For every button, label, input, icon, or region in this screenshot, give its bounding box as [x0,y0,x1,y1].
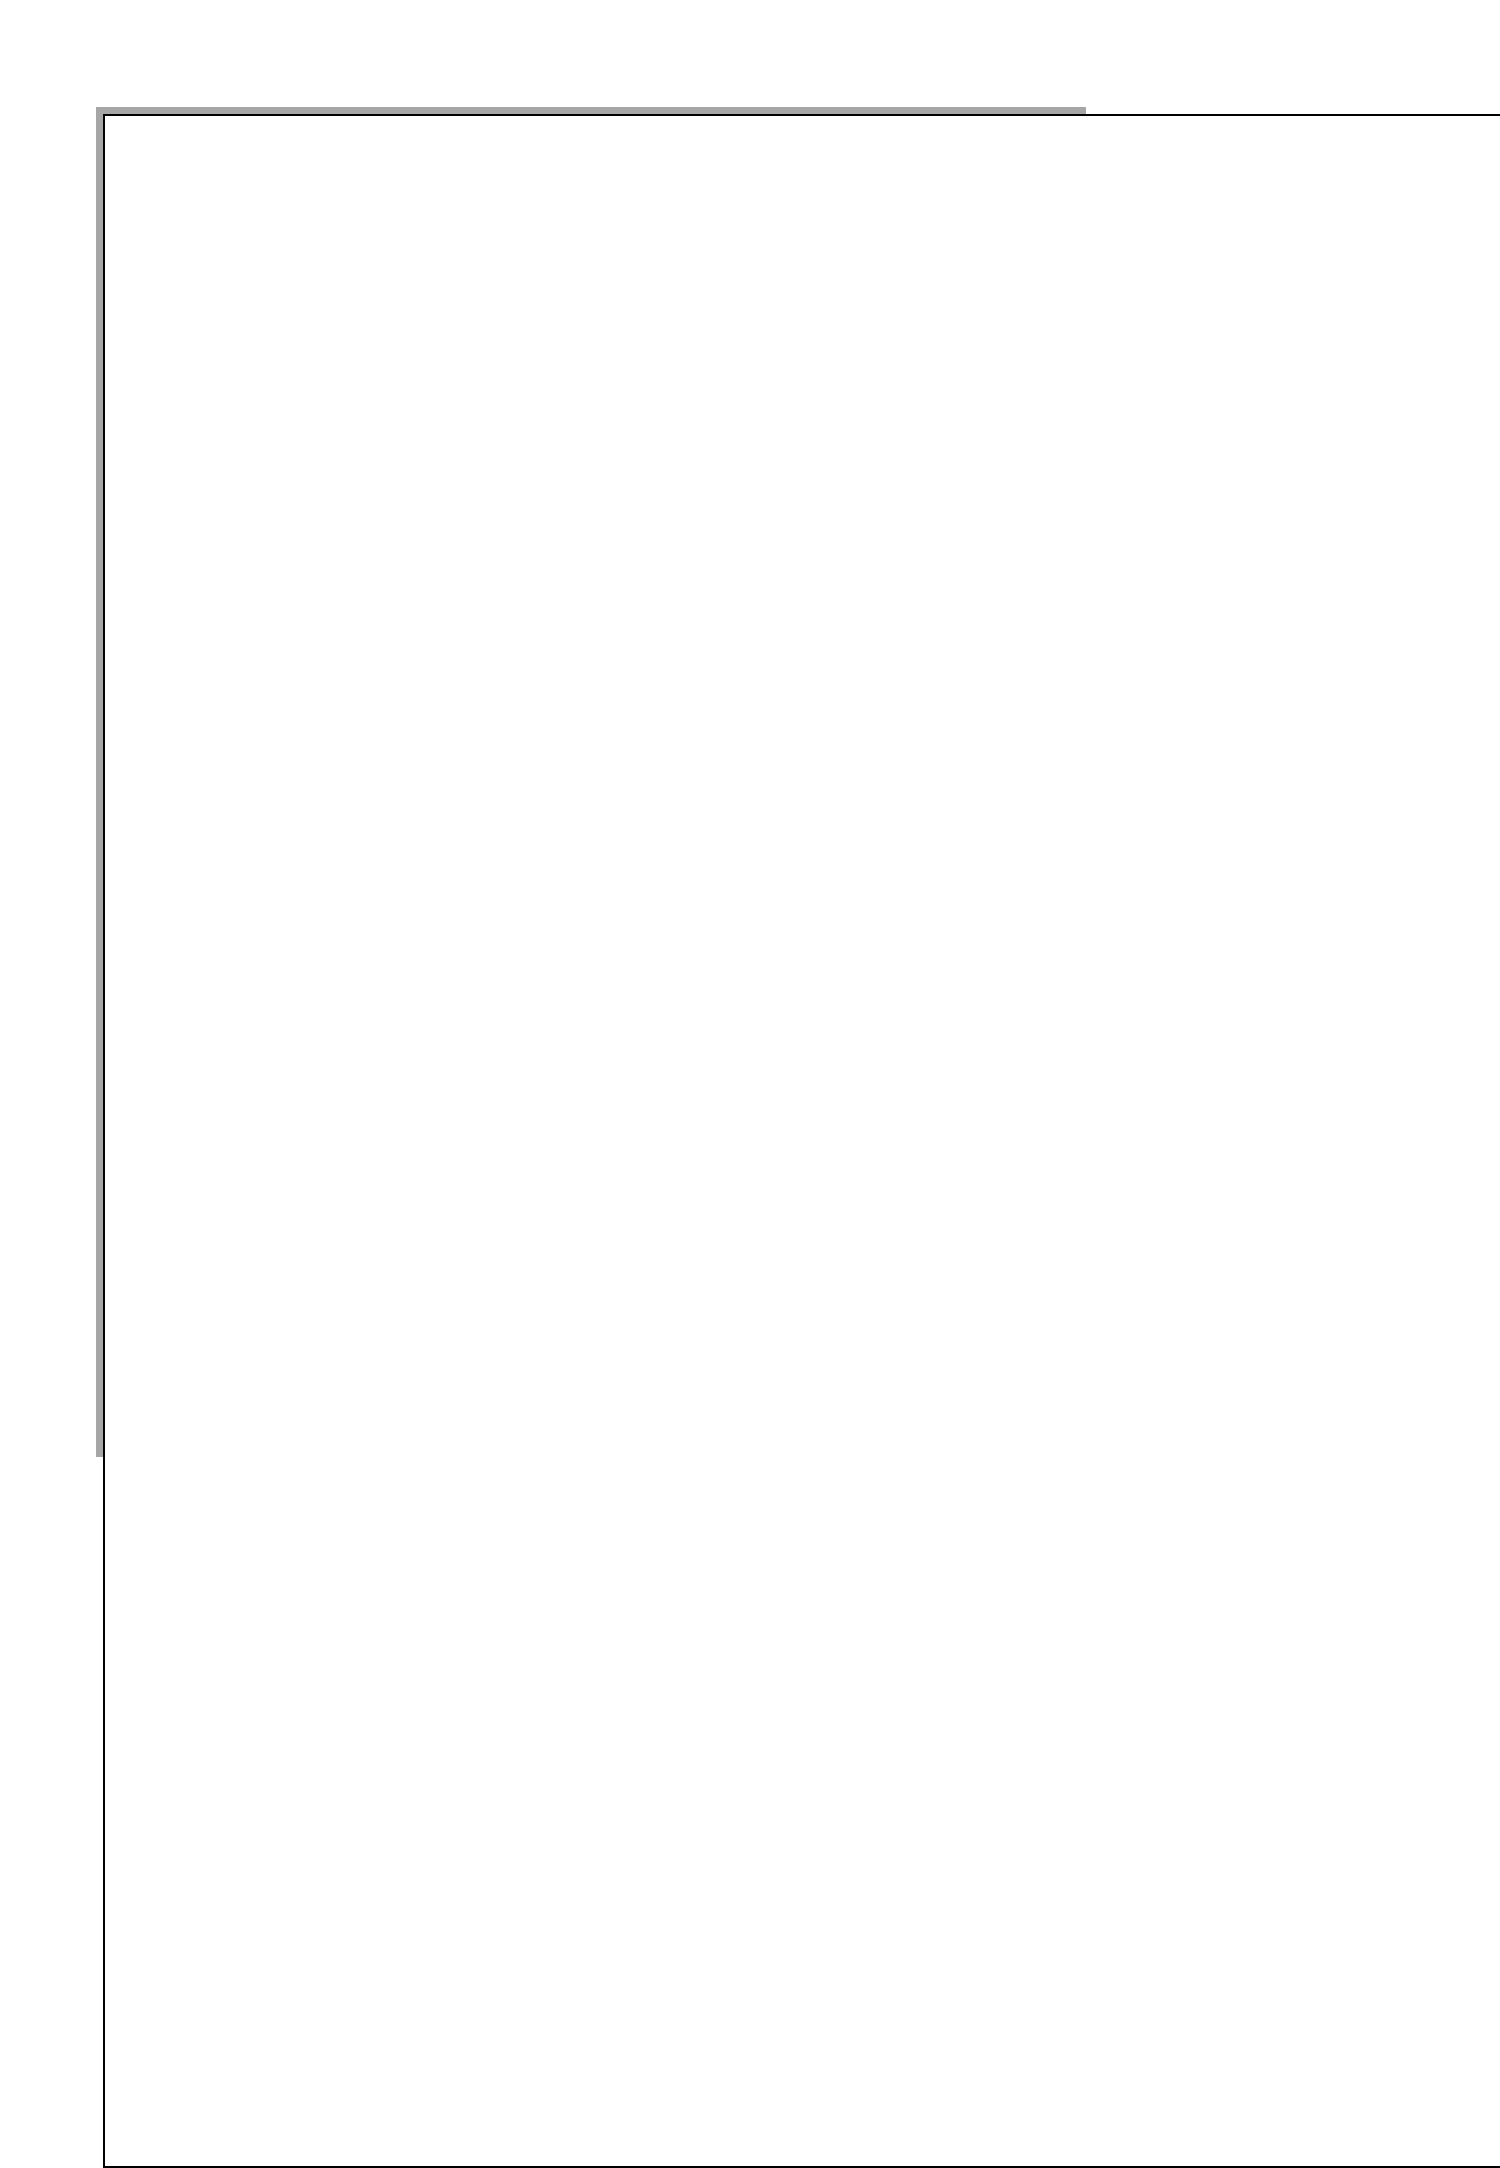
table-frame [96,107,1086,1457]
exercise-checklist-table [103,114,1079,1450]
table-row [104,1389,1078,1449]
cell-page-number [103,114,1500,2168]
table-body [104,189,1078,1449]
